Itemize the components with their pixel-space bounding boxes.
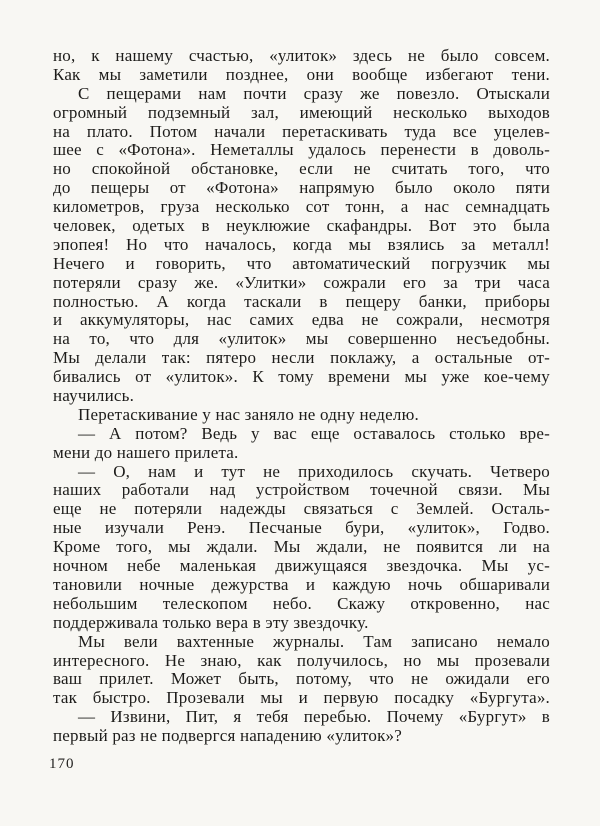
text-line: — Извини, Пит, я тебя перебью. Почему «Бургут» в — [78, 707, 550, 727]
text-line: до пещеры от «Фотона» напрямую было около пяти — [53, 178, 550, 198]
text-line: ночном небе маленькая движущаяся звездочка. Мы ус- — [53, 556, 550, 576]
text-line: эпопея! Но что началось, когда мы взялись за металл! — [53, 234, 550, 254]
text-line: Мы делали так: пятеро несли поклажу, а остальные от- — [53, 348, 550, 368]
text-line: полностью. А когда таскали в пещеру банки, приборы — [53, 291, 550, 311]
text-line: интересного. Не знаю, как получилось, но мы прозевали — [53, 650, 550, 670]
text-line: Мы вели вахтенные журналы. Там записано немало — [78, 631, 550, 651]
text-line: бивались от «улиток». К тому времени мы уже кое-чему — [53, 367, 550, 387]
text-line: ваш прилет. Может быть, потому, что не ожидали его — [53, 669, 550, 689]
page-number: 170 — [49, 756, 75, 772]
text-line: научились. — [53, 386, 135, 406]
text-line: Кроме того, мы ждали. Мы ждали, не появится ли на — [53, 537, 550, 557]
text-line: Как мы заметили позднее, они вообще избегают тени. — [53, 64, 550, 84]
text-line: шее с «Фотона». Неметаллы удалось перенести в доволь- — [53, 140, 550, 160]
text-line: так быстро. Прозевали мы и первую посадку «Бургута». — [53, 688, 550, 708]
text-line: тановили ночные дежурства и каждую ночь обшаривали — [53, 574, 550, 594]
text-line: километров, груза несколько сот тонн, а нас семнадцать — [53, 197, 550, 217]
text-line: человек, одетых в неуклюжие скафандры. Вот это была — [53, 216, 550, 236]
text-line: поддерживала только вера в эту звездочку. — [53, 612, 369, 632]
text-line: на то, что для «улиток» мы совершенно несъедобны. — [53, 329, 550, 349]
text-line: Перетаскивание у нас заняло не одну неделю. — [78, 404, 419, 424]
text-line: — А потом? Ведь у вас еще оставалось столько вре- — [78, 423, 550, 443]
text-line: и аккумуляторы, нас самих едва не сожрали, несмотря — [53, 310, 550, 330]
text-line: С пещерами нам почти сразу же повезло. Отыскали — [78, 83, 550, 103]
text-line: потеряли сразу же. «Улитки» сожрали его за три часа — [53, 272, 550, 292]
text-line: Нечего и говорить, что автоматический погрузчик мы — [53, 253, 550, 273]
page-text — [53, 47, 550, 746]
text-line: — О, нам и тут не приходилось скучать. Четверо — [78, 461, 550, 481]
text-line: еще не потеряли надежды связаться с Землей. Осталь- — [53, 499, 550, 519]
text-line: но спокойной обстановке, если не считать того, что — [53, 159, 550, 179]
text-line: огромный подземный зал, имеющий несколько выходов — [53, 102, 550, 122]
text-line: небольшим телескопом небо. Скажу откровенно, нас — [53, 593, 550, 613]
text-line: первый раз не подвергся нападению «улиток»? — [53, 726, 403, 746]
text-line: наших работали над устройством точечной связи. Мы — [53, 480, 550, 500]
text-line: мени до нашего прилета. — [53, 442, 239, 462]
text-line: но, к нашему счастью, «улиток» здесь не было совсем. — [53, 46, 550, 65]
text-line: на плато. Потом начали перетаскивать туда все уцелев- — [53, 121, 550, 141]
text-line: ные изучали Ренэ. Песчаные бури, «улиток», Годво. — [53, 518, 550, 538]
